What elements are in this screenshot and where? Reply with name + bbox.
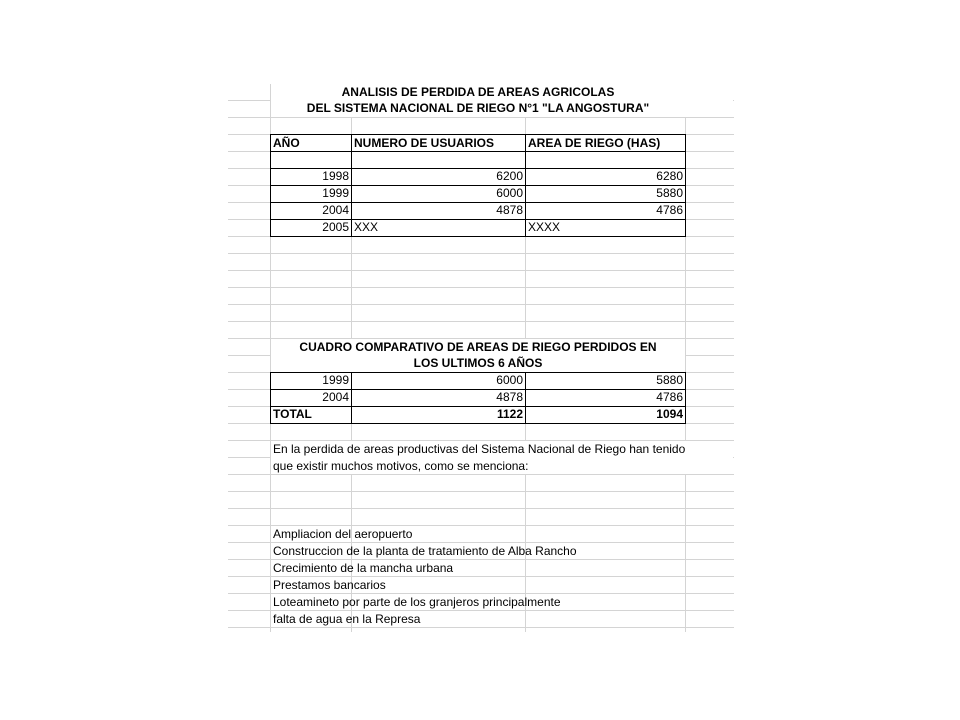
table2-cell-area: 4786 bbox=[656, 390, 683, 404]
grid-line bbox=[228, 304, 734, 305]
grid-line bbox=[228, 270, 734, 271]
grid-line bbox=[228, 508, 734, 509]
table1-cell-users: 6200 bbox=[496, 169, 523, 183]
table1-cell-users: 6000 bbox=[496, 186, 523, 200]
table1-cell-area: 5880 bbox=[656, 186, 683, 200]
table2-total-label: TOTAL bbox=[273, 407, 312, 421]
table2-title-line2: LOS ULTIMOS 6 AÑOS bbox=[413, 356, 543, 370]
table2-total-area: 1094 bbox=[656, 407, 683, 421]
table2-cell-area: 5880 bbox=[656, 373, 683, 387]
reason-item: Prestamos bancarios bbox=[273, 578, 386, 592]
grid-line bbox=[228, 253, 734, 254]
grid-line bbox=[228, 321, 734, 322]
table1-cell-users: 4878 bbox=[496, 203, 523, 217]
report-title-line1: ANALISIS DE PERDIDA DE AREAS AGRICOLAS bbox=[341, 85, 615, 99]
table2-cell-users: 6000 bbox=[496, 373, 523, 387]
table1-cell-year: 1999 bbox=[322, 186, 349, 200]
table2-total-users: 1122 bbox=[496, 407, 523, 421]
grid-line bbox=[228, 117, 734, 118]
table2-cell-year: 1999 bbox=[322, 373, 349, 387]
table1-cell-year: 2005 bbox=[322, 220, 349, 234]
table1-cell-year: 1998 bbox=[322, 169, 349, 183]
table1-cell-area: XXXX bbox=[528, 220, 561, 234]
table2-title-line1: CUADRO COMPARATIVO DE AREAS DE RIEGO PERDIDOS EN bbox=[299, 340, 657, 354]
table1-cell-year: 2004 bbox=[322, 203, 349, 217]
reason-item: falta de agua en la Represa bbox=[273, 612, 421, 626]
table1-cell-area: 6280 bbox=[656, 169, 683, 183]
paragraph-line1: En la perdida de areas productivas del Sistema Nacional de Riego han tenido bbox=[273, 442, 686, 456]
table1-cell-area: 4786 bbox=[656, 203, 683, 217]
reason-item: Ampliacion del aeropuerto bbox=[273, 527, 413, 541]
grid-line bbox=[228, 287, 734, 288]
table1-header-area: AREA DE RIEGO (HAS) bbox=[528, 136, 661, 150]
report-title-line2: DEL SISTEMA NACIONAL DE RIEGO N°1 "LA ANGOSTURA" bbox=[306, 101, 650, 115]
table1-header-users: NUMERO DE USUARIOS bbox=[354, 136, 495, 150]
grid-line bbox=[228, 491, 734, 492]
table2-cell-users: 4878 bbox=[496, 390, 523, 404]
table1-cell-users: XXX bbox=[354, 220, 379, 234]
reason-item: Construccion de la planta de tratamiento de Alba Rancho bbox=[273, 544, 577, 558]
table2-cell-year: 2004 bbox=[322, 390, 349, 404]
reason-item: Loteamineto por parte de los granjeros principalmente bbox=[273, 595, 561, 609]
table1-header-year: AÑO bbox=[273, 136, 300, 150]
paragraph-line2: que existir muchos motivos, como se menciona: bbox=[273, 459, 529, 473]
reason-item: Crecimiento de la mancha urbana bbox=[273, 561, 454, 575]
